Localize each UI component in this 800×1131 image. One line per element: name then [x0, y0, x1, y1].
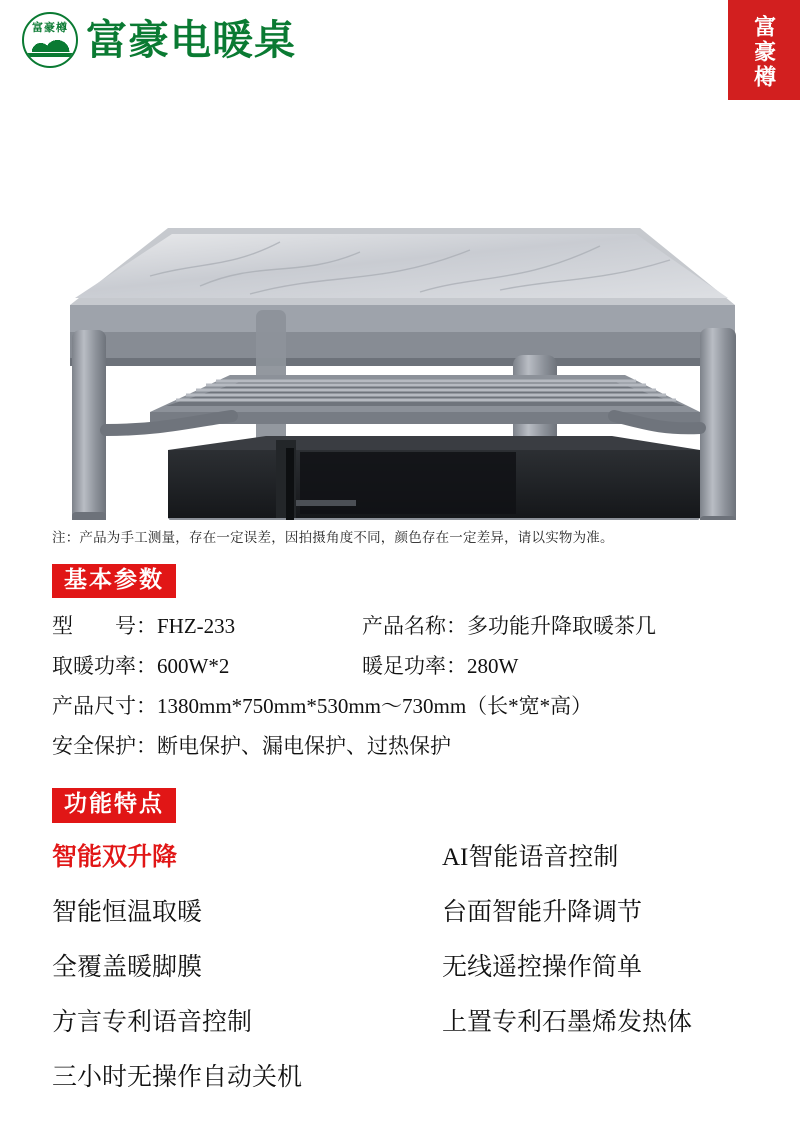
spec-list: [0, 606, 800, 760]
seal-bar-shape: [27, 53, 73, 57]
spec-safety-label: 安全保护：: [52, 734, 157, 759]
spec-heat-power-value: 600W*2: [157, 654, 230, 679]
section-title-features: 功能特点: [52, 788, 176, 822]
spec-foot-power: [362, 650, 800, 680]
spec-size-value: 1380mm*750mm*530mm～730mm（长*宽*高）: [157, 694, 593, 719]
brand-seal-text: 富豪樽: [32, 22, 68, 34]
feature-item: 方言专利语音控制: [52, 1008, 253, 1036]
feature-item: 无线遥控操作简单: [442, 953, 643, 981]
spec-row: [52, 650, 800, 680]
brand-lockup: [22, 12, 800, 68]
spec-heat-power: [52, 650, 362, 680]
spec-size-label: 产品尺寸：: [52, 694, 157, 719]
spec-product-name: [362, 610, 800, 640]
spec-row: [52, 610, 800, 640]
feature-item: 智能恒温取暖: [52, 898, 203, 926]
spec-product-name-label: 产品名称：: [362, 614, 467, 639]
corner-brand-badge-text: 富豪樽: [751, 14, 777, 90]
feature-list: [0, 831, 800, 1093]
corner-brand-badge: [728, 0, 800, 100]
spec-safety: [52, 730, 451, 760]
brand-name: 富豪电暖桌: [86, 16, 296, 63]
spec-foot-power-value: 280W: [467, 654, 519, 679]
spec-row: [52, 730, 800, 760]
basic-params-heading-wrap: [0, 546, 800, 606]
seal-hill-shape: [27, 36, 73, 52]
feature-item: 智能双升降: [52, 843, 178, 871]
spec-row: [52, 690, 800, 720]
product-image: [0, 100, 800, 520]
feature-row: [52, 1002, 800, 1038]
feature-item: 上置专利石墨烯发热体: [442, 1008, 693, 1036]
spec-model: [52, 610, 362, 640]
page-header: [0, 0, 800, 100]
feature-row: [52, 892, 800, 928]
spec-heat-power-label: 取暖功率：: [52, 654, 157, 679]
feature-item: 台面智能升降调节: [442, 898, 643, 926]
feature-item: 三小时无操作自动关机: [52, 1063, 303, 1091]
feature-row: [52, 947, 800, 983]
spec-product-name-value: 多功能升降取暖茶几: [467, 614, 656, 639]
spec-size: [52, 690, 592, 720]
feature-item: 全覆盖暖脚膜: [52, 953, 203, 981]
section-title-basic-params: 基本参数: [52, 564, 176, 598]
feature-row: [52, 837, 800, 873]
spec-model-label: 型 号：: [52, 614, 157, 639]
feature-item: AI智能语音控制: [442, 843, 619, 871]
features-heading-wrap: [0, 770, 800, 830]
measurement-note: 注：产品为手工测量，存在一定误差，因拍摄角度不同，颜色存在一定差异，请以实物为准。: [52, 530, 614, 545]
spec-safety-value: 断电保护、漏电保护、过热保护: [157, 734, 451, 759]
feature-row: [52, 1057, 800, 1093]
spec-model-value: FHZ-233: [157, 614, 236, 639]
brand-seal-logo-icon: [22, 12, 78, 68]
spec-foot-power-label: 暖足功率：: [362, 654, 467, 679]
